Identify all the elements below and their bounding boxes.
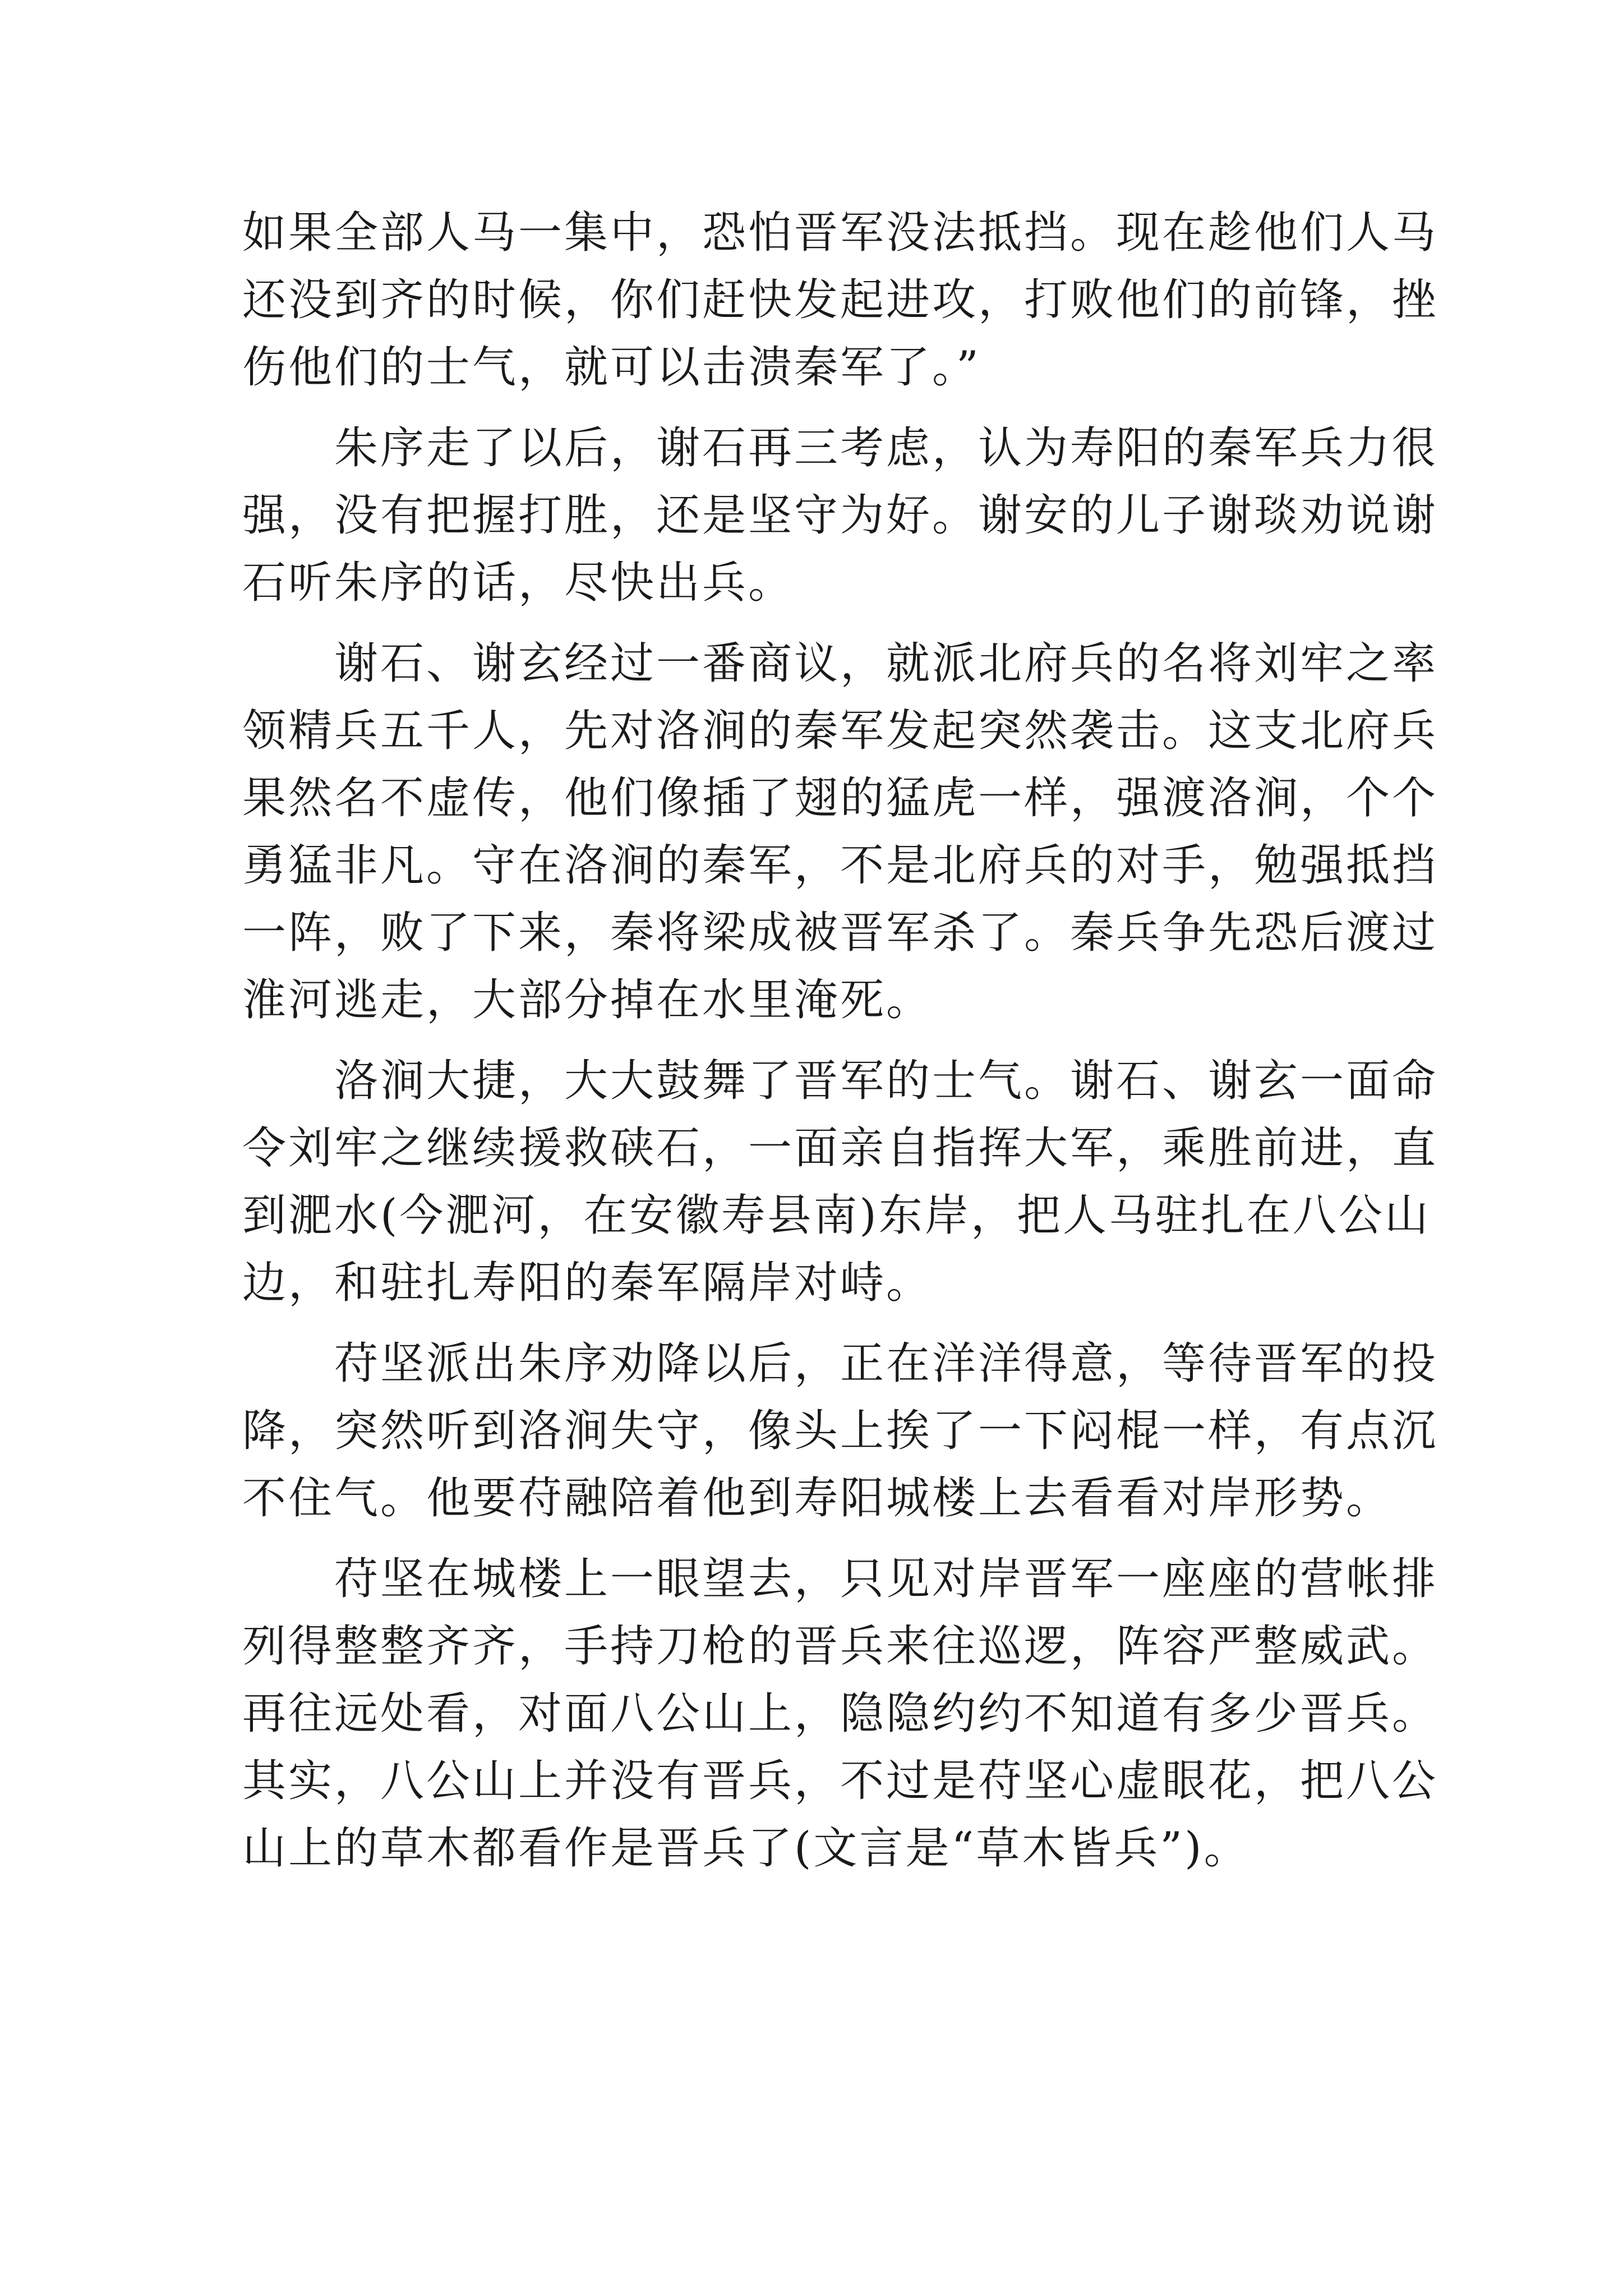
- text-line: 勇猛非凡。守在洛涧的秦军，不是北府兵的对手，勉强抵挡: [242, 840, 1438, 891]
- paragraph-2: [242, 415, 1438, 616]
- paragraph-5: [242, 1330, 1438, 1532]
- text-line: 不住气。他要苻融陪着他到寿阳城楼上去看看对岸形势。: [242, 1473, 1393, 1524]
- text-line: 淮河逃走，大部分掉在水里淹死。: [242, 975, 933, 1025]
- text-line: 其实，八公山上并没有晋兵，不过是苻坚心虚眼花，把八公: [242, 1756, 1438, 1806]
- text-line: 谢石、谢玄经过一番商议，就派北府兵的名将刘牢之率: [242, 638, 1438, 689]
- text-line: 令刘牢之继续援救硖石，一面亲自指挥大军，乘胜前进，直: [242, 1123, 1438, 1174]
- text-line: 果然名不虚传，他们像插了翅的猛虎一样，强渡洛涧，个个: [242, 773, 1438, 823]
- text-line: 一阵，败了下来，秦将梁成被晋军杀了。秦兵争先恐后渡过: [242, 908, 1438, 958]
- text-line: 苻坚派出朱序劝降以后，正在洋洋得意，等待晋军的投: [242, 1338, 1438, 1389]
- paragraph-1: [242, 199, 1438, 401]
- text-line: 边，和驻扎寿阳的秦军隔岸对峙。: [242, 1258, 933, 1308]
- paragraph-4: [242, 1047, 1438, 1317]
- text-line: 洛涧大捷，大大鼓舞了晋军的士气。谢石、谢玄一面命: [242, 1056, 1438, 1106]
- text-line: 苻坚在城楼上一眼望去，只见对岸晋军一座座的营帐排: [242, 1554, 1438, 1604]
- text-line: 强，没有把握打胜，还是坚守为好。谢安的儿子谢琰劝说谢: [242, 490, 1438, 541]
- text-line: 列得整整齐齐，手持刀枪的晋兵来往巡逻，阵容严整威武。: [242, 1621, 1438, 1672]
- text-line: 如果全部人马一集中，恐怕晋军没法抵挡。现在趁他们人马: [242, 208, 1438, 258]
- text-line: 再往远处看，对面八公山上，隐隐约约不知道有多少晋兵。: [242, 1688, 1438, 1739]
- paragraph-3: [242, 630, 1438, 1034]
- text-line: 山上的草木都看作是晋兵了(文言是“草木皆兵”)。: [242, 1823, 1250, 1874]
- body-text: [242, 199, 1438, 1882]
- text-line: 到淝水(今淝河，在安徽寿县南)东岸，把人马驻扎在八公山: [242, 1190, 1431, 1241]
- text-line: 伤他们的士气，就可以击溃秦军了。”: [242, 342, 981, 393]
- paragraph-6: [242, 1545, 1438, 1882]
- text-line: 领精兵五千人，先对洛涧的秦军发起突然袭击。这支北府兵: [242, 706, 1438, 756]
- text-line: 朱序走了以后，谢石再三考虑，认为寿阳的秦军兵力很: [242, 423, 1438, 473]
- text-line: 还没到齐的时候，你们赶快发起进攻，打败他们的前锋，挫: [242, 275, 1438, 325]
- text-line: 石听朱序的话，尽快出兵。: [242, 558, 795, 608]
- text-line: 降，突然听到洛涧失守，像头上挨了一下闷棍一样，有点沉: [242, 1406, 1438, 1456]
